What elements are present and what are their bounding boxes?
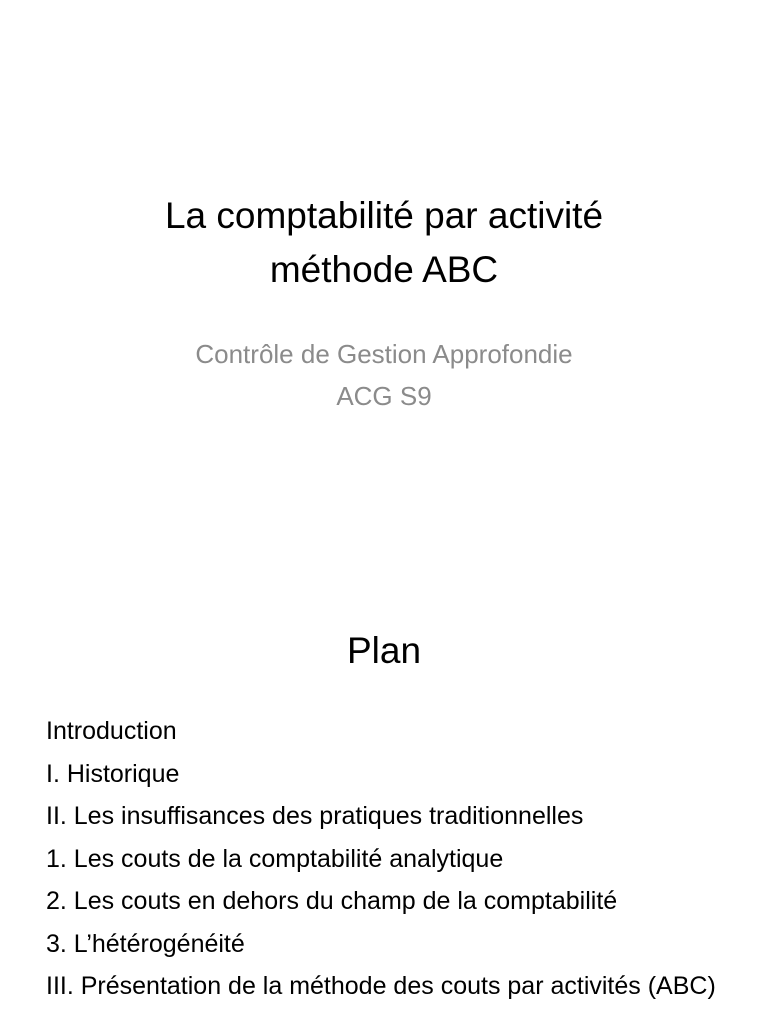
plan-item-couts-comptabilite-analytique: 1. Les couts de la comptabilité analytique xyxy=(46,844,504,873)
plan-item-insuffisances: II. Les insuffisances des pratiques traditionnelles xyxy=(46,802,584,830)
plan-item-heterogeneite: 3. L’hétérogénéité xyxy=(46,929,245,958)
plan-item-introduction: Introduction xyxy=(46,717,177,745)
title-line-2: méthode ABC xyxy=(269,249,499,290)
plan-list xyxy=(46,710,746,1008)
title-line-1: La comptabilité par activité xyxy=(164,195,604,236)
plan-item-presentation-abc: III. Présentation de la méthode des couts par activités (ABC) xyxy=(46,972,716,1000)
slide-title xyxy=(40,189,728,297)
plan-title: Plan xyxy=(346,630,422,671)
plan-slide xyxy=(0,576,768,1024)
subtitle-line-2: ACG S9 xyxy=(336,381,432,411)
slide-subtitle xyxy=(40,333,728,417)
plan-item-historique: I. Historique xyxy=(46,759,180,788)
plan-item-couts-hors-champ: 2. Les couts en dehors du champ de la comptabilité xyxy=(46,887,618,915)
subtitle-line-1: Contrôle de Gestion Approfondie xyxy=(195,339,573,369)
